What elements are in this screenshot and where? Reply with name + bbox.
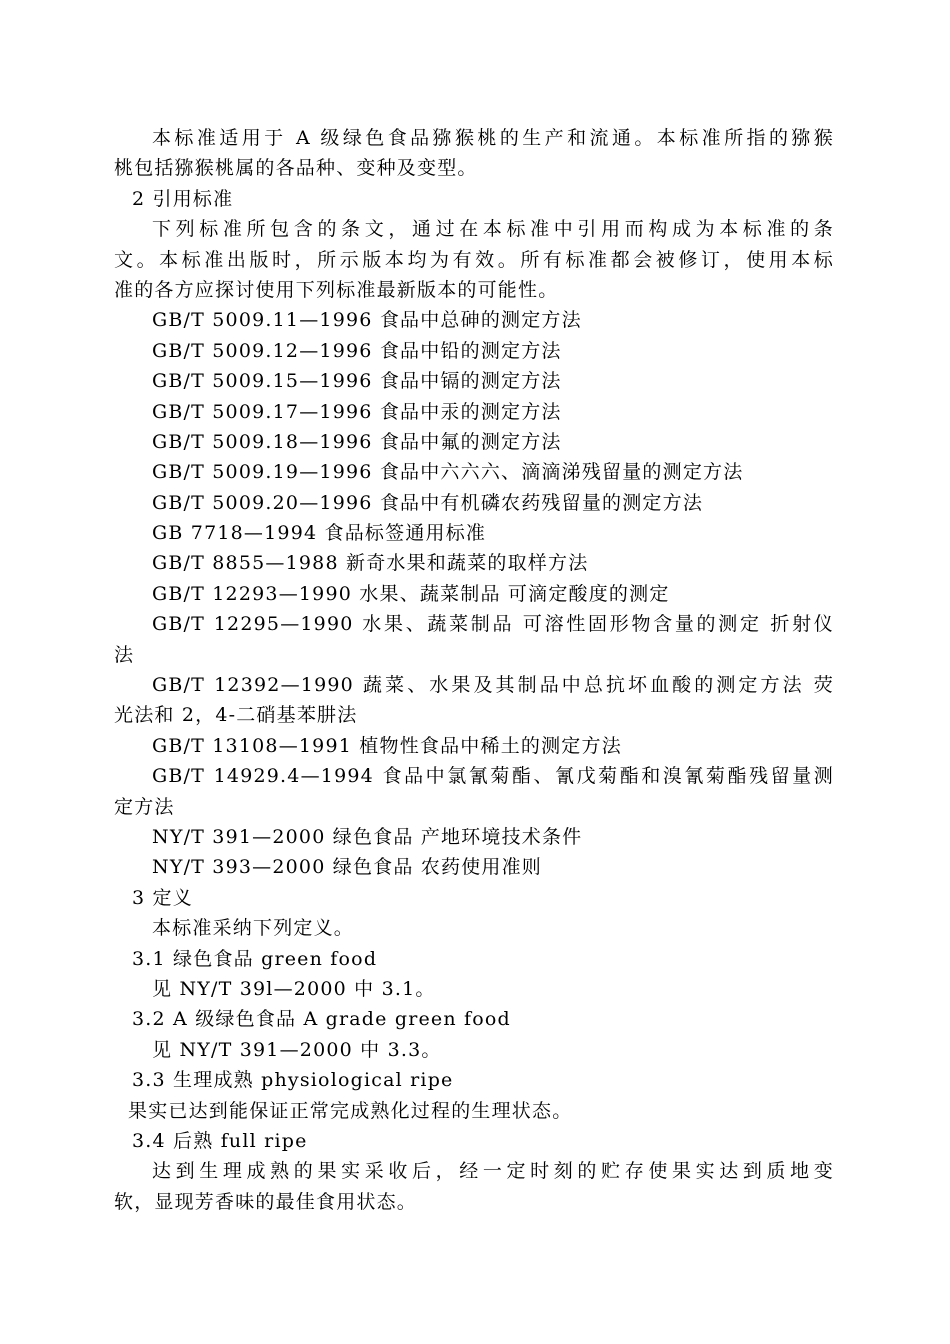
text-line: 见 NY/T 39l—2000 中 3.1。	[152, 977, 436, 1000]
text-line: 3 定义	[132, 886, 193, 909]
text-line: 本标准适用于 A 级绿色食品猕猴桃的生产和流通。本标准所指的猕猴	[152, 127, 834, 149]
text-line: GB/T 5009.17—1996 食品中汞的测定方法	[152, 400, 562, 423]
text-line: 定方法	[114, 795, 175, 818]
text-line: GB/T 8855—1988 新奇水果和蔬菜的取样方法	[152, 552, 589, 575]
text-line: 3.4 后熟 full ripe	[132, 1129, 308, 1152]
text-line: 文。本标准出版时，所示版本均为有效。所有标准都会被修订，使用本标	[114, 248, 834, 271]
text-line: GB/T 5009.11—1996 食品中总砷的测定方法	[152, 309, 582, 332]
text-line: GB/T 5009.18—1996 食品中氟的测定方法	[152, 430, 562, 453]
text-line: 果实已达到能保证正常完成熟化过程的生理状态。	[128, 1099, 573, 1122]
text-line: 3.1 绿色食品 green food	[132, 947, 378, 970]
text-line: NY/T 391—2000 绿色食品 产地环境技术条件	[152, 825, 583, 848]
text-line: GB/T 12392—1990 蔬菜、水果及其制品中总抗坏血酸的测定方法 荧	[152, 674, 834, 697]
text-line: GB/T 5009.15—1996 食品中镉的测定方法	[152, 370, 562, 393]
text-line: GB/T 5009.19—1996 食品中六六六、滴滴涕残留量的测定方法	[152, 461, 744, 484]
text-line: 达到生理成熟的果实采收后，经一定时刻的贮存使果实达到质地变	[152, 1160, 834, 1183]
text-line: 光法和 2，4-二硝基苯肼法	[114, 704, 358, 727]
text-line: GB/T 14929.4—1994 食品中氯氰菊酯、氰戊菊酯和溴氰菊酯残留量测	[152, 765, 834, 788]
text-line: 软，显现芳香味的最佳食用状态。	[114, 1190, 418, 1213]
text-line: 桃包括猕猴桃属的各品种、变种及变型。	[114, 157, 478, 180]
text-line: GB/T 12293—1990 水果、蔬菜制品 可滴定酸度的测定	[152, 582, 670, 605]
text-line: 本标准采纳下列定义。	[152, 917, 355, 940]
text-line: 3.3 生理成熟 physiological ripe	[132, 1069, 454, 1092]
text-line: NY/T 393—2000 绿色食品 农药使用准则	[152, 856, 542, 879]
text-line: GB/T 5009.12—1996 食品中铅的测定方法	[152, 339, 562, 362]
text-line: 下列标准所包含的条文，通过在本标准中引用而构成为本标准的条	[152, 218, 834, 241]
text-line: GB 7718—1994 食品标签通用标准	[152, 522, 487, 545]
text-line: 3.2 A 级绿色食品 A grade green food	[132, 1008, 511, 1031]
text-line: 见 NY/T 391—2000 中 3.3。	[152, 1038, 442, 1061]
text-line: GB/T 13108—1991 植物性食品中稀土的测定方法	[152, 734, 622, 757]
text-line: 2 引用标准	[132, 187, 234, 210]
text-line: GB/T 5009.20—1996 食品中有机磷农药残留量的测定方法	[152, 491, 704, 514]
text-line: GB/T 12295—1990 水果、蔬菜制品 可溶性固形物含量的测定 折射仪	[152, 613, 834, 636]
text-line: 法	[114, 643, 135, 666]
document-body	[114, 123, 834, 1217]
text-line: 准的各方应探讨使用下列标准最新版本的可能性。	[114, 278, 559, 301]
